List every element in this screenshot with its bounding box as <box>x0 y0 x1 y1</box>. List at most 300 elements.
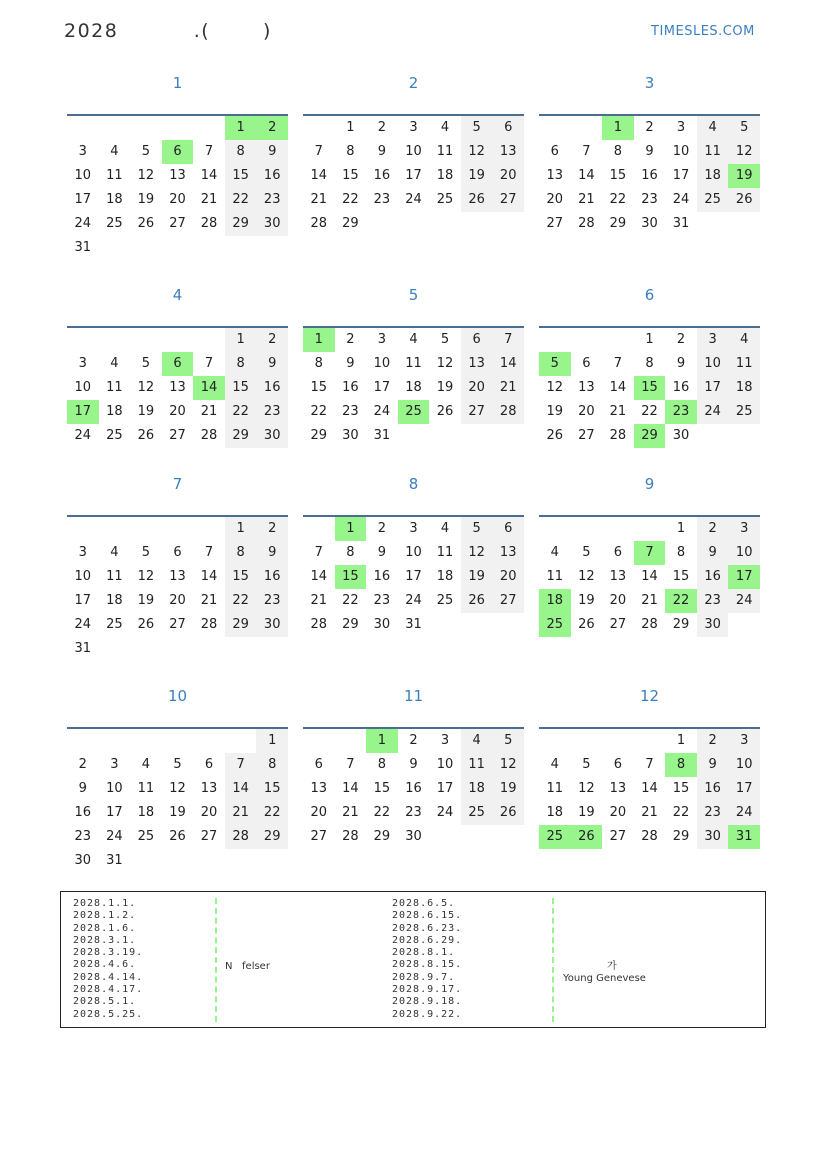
day-cell: 11 <box>436 144 454 159</box>
month-day-grid <box>67 116 288 260</box>
day-cell: 21 <box>641 593 658 608</box>
day-cell: 2 <box>676 332 686 347</box>
day-cell: 5 <box>141 144 151 159</box>
day-cell: 11 <box>546 569 564 584</box>
day-cell: 16 <box>405 781 422 796</box>
day-cell: 30 <box>697 825 729 849</box>
day-cell: 28 <box>492 400 524 424</box>
day-cell: 24 <box>728 801 760 825</box>
holiday-date: 2028.6.5. <box>392 898 456 909</box>
holiday-day-cell: 18 <box>539 589 571 613</box>
day-cell: 12 <box>169 781 186 796</box>
empty-cell <box>99 729 131 753</box>
day-cell: 18 <box>728 376 760 400</box>
day-cell: 24 <box>74 617 92 632</box>
month-title: 10 <box>167 687 188 705</box>
brand-link[interactable]: TIMESLES.COM <box>651 24 755 39</box>
day-cell: 15 <box>609 168 627 183</box>
month-weekday-header <box>67 501 288 517</box>
day-cell: 27 <box>546 216 564 231</box>
day-cell: 17 <box>405 168 422 183</box>
day-cell: 13 <box>310 781 328 796</box>
month-day-grid <box>303 729 524 849</box>
day-cell: 9 <box>256 352 288 376</box>
day-cell: 19 <box>546 404 564 419</box>
day-cell: 10 <box>74 168 92 183</box>
empty-cell <box>67 116 99 140</box>
day-cell: 15 <box>256 777 288 801</box>
day-cell: 3 <box>697 328 729 352</box>
day-cell: 26 <box>461 589 493 613</box>
month-weekday-header <box>539 501 760 517</box>
day-cell: 23 <box>74 829 92 844</box>
day-cell: 17 <box>728 777 760 801</box>
day-cell: 28 <box>310 216 328 231</box>
empty-cell <box>67 517 99 541</box>
day-cell: 4 <box>728 328 760 352</box>
day-cell: 14 <box>578 168 595 183</box>
day-cell: 2 <box>346 332 355 347</box>
day-cell: 14 <box>225 777 257 801</box>
holiday-day-cell: 14 <box>193 376 225 400</box>
day-cell: 19 <box>137 593 155 608</box>
day-cell: 15 <box>225 164 257 188</box>
day-cell: 26 <box>461 188 493 212</box>
day-cell: 7 <box>225 753 257 777</box>
day-cell: 8 <box>676 545 686 560</box>
holiday-date: 2028.1.6. <box>73 922 137 934</box>
empty-cell <box>539 116 571 140</box>
day-cell: 17 <box>405 569 422 584</box>
day-cell: 25 <box>106 617 123 632</box>
day-cell: 6 <box>173 545 182 560</box>
month-9 <box>539 467 760 637</box>
day-cell: 30 <box>373 617 391 632</box>
holiday-date: 2028.8.15. <box>392 959 463 971</box>
day-cell: 23 <box>697 589 729 613</box>
day-cell: 1 <box>225 517 257 541</box>
day-cell: 14 <box>641 781 658 796</box>
holiday-date: 2028.5.25. <box>73 1008 144 1020</box>
day-cell: 10 <box>728 541 760 565</box>
day-cell: 17 <box>106 805 123 820</box>
day-cell: 20 <box>492 565 524 589</box>
legend-divider-left <box>215 898 217 1022</box>
day-cell: 22 <box>641 404 658 419</box>
month-weekday-header <box>539 713 760 729</box>
month-weekday-header <box>303 100 524 116</box>
day-cell: 29 <box>373 829 391 844</box>
holiday-dates-left <box>73 898 143 1021</box>
empty-cell <box>571 729 603 753</box>
day-cell: 17 <box>672 168 690 183</box>
day-cell: 11 <box>106 380 123 395</box>
empty-cell <box>303 116 335 140</box>
day-cell: 22 <box>310 404 328 419</box>
month-day-grid <box>539 517 760 637</box>
empty-cell <box>162 729 194 753</box>
month-day-grid <box>539 729 760 849</box>
day-cell: 4 <box>550 545 559 560</box>
day-cell: 2 <box>256 517 288 541</box>
day-cell: 23 <box>373 593 391 608</box>
month-weekday-header <box>67 312 288 328</box>
day-cell: 12 <box>578 569 595 584</box>
day-cell: 4 <box>110 356 119 371</box>
day-cell: 24 <box>74 428 92 443</box>
day-cell: 29 <box>225 212 257 236</box>
day-cell: 17 <box>373 380 391 395</box>
day-cell: 16 <box>697 777 729 801</box>
day-cell: 12 <box>436 356 454 371</box>
day-cell: 28 <box>609 428 627 443</box>
month-title: 3 <box>644 74 655 92</box>
day-cell: 21 <box>641 805 658 820</box>
day-cell: 6 <box>613 757 623 772</box>
day-cell: 14 <box>641 569 658 584</box>
day-cell: 10 <box>728 753 760 777</box>
day-cell: 5 <box>141 356 151 371</box>
day-cell: 29 <box>342 216 359 231</box>
day-cell: 5 <box>461 517 493 541</box>
day-cell: 14 <box>310 569 328 584</box>
day-cell: 25 <box>106 216 123 231</box>
empty-cell <box>225 729 257 753</box>
day-cell: 3 <box>377 332 387 347</box>
day-cell: 7 <box>613 356 623 371</box>
day-cell: 7 <box>204 545 214 560</box>
day-cell: 27 <box>200 829 218 844</box>
day-cell: 2 <box>409 733 418 748</box>
day-cell: 24 <box>405 192 422 207</box>
empty-cell <box>193 517 225 541</box>
empty-cell <box>539 517 571 541</box>
day-cell: 9 <box>346 356 355 371</box>
day-cell: 24 <box>697 400 729 424</box>
day-cell: 10 <box>405 545 422 560</box>
day-cell: 28 <box>641 617 658 632</box>
day-cell: 9 <box>377 144 387 159</box>
holiday-day-cell: 31 <box>728 825 760 849</box>
holiday-day-cell: 25 <box>539 825 571 849</box>
day-cell: 2 <box>78 757 87 772</box>
day-cell: 25 <box>436 593 454 608</box>
month-day-grid <box>303 517 524 637</box>
day-cell: 29 <box>342 617 359 632</box>
month-6 <box>539 278 760 448</box>
day-cell: 27 <box>492 188 524 212</box>
day-cell: 19 <box>436 380 454 395</box>
day-cell: 9 <box>697 753 729 777</box>
day-cell: 27 <box>609 617 627 632</box>
day-cell: 4 <box>110 545 119 560</box>
empty-cell <box>193 729 225 753</box>
month-weekday-header <box>67 713 288 729</box>
day-cell: 2 <box>645 120 654 135</box>
holiday-day-cell: 15 <box>335 565 367 589</box>
day-cell: 29 <box>672 617 690 632</box>
day-cell: 15 <box>342 168 359 183</box>
day-cell: 6 <box>550 144 559 159</box>
day-cell: 13 <box>169 569 186 584</box>
month-title: 4 <box>172 286 183 304</box>
empty-cell <box>99 328 131 352</box>
day-cell: 8 <box>225 352 257 376</box>
day-cell: 5 <box>141 545 151 560</box>
day-cell: 16 <box>373 569 391 584</box>
day-cell: 20 <box>200 805 218 820</box>
day-cell: 31 <box>106 853 123 868</box>
day-cell: 3 <box>110 757 119 772</box>
empty-cell <box>67 729 99 753</box>
day-cell: 11 <box>106 168 123 183</box>
day-cell: 21 <box>310 593 328 608</box>
day-cell: 4 <box>461 729 493 753</box>
day-cell: 25 <box>728 400 760 424</box>
day-cell: 12 <box>137 569 155 584</box>
day-cell: 22 <box>672 805 690 820</box>
holiday-day-cell: 23 <box>665 400 697 424</box>
day-cell: 30 <box>641 216 658 231</box>
holiday-day-cell: 6 <box>162 352 194 376</box>
month-title: 5 <box>408 286 419 304</box>
holiday-day-cell: 1 <box>225 116 257 140</box>
day-cell: 14 <box>609 380 627 395</box>
holiday-date: 2028.8.1. <box>392 947 456 959</box>
day-cell: 13 <box>609 781 627 796</box>
day-cell: 8 <box>377 757 387 772</box>
holiday-date: 2028.1.1. <box>73 898 137 909</box>
day-cell: 24 <box>436 805 454 820</box>
day-cell: 24 <box>106 829 123 844</box>
day-cell: 27 <box>169 617 186 632</box>
day-cell: 1 <box>676 521 686 536</box>
day-cell: 20 <box>169 404 186 419</box>
day-cell: 21 <box>342 805 359 820</box>
day-cell: 10 <box>697 352 729 376</box>
day-cell: 4 <box>440 120 450 135</box>
day-cell: 22 <box>373 805 391 820</box>
day-cell: 20 <box>461 376 493 400</box>
day-cell: 28 <box>578 216 595 231</box>
day-cell: 24 <box>672 192 690 207</box>
month-5 <box>303 278 524 448</box>
day-cell: 26 <box>492 801 524 825</box>
day-cell: 3 <box>728 729 760 753</box>
day-cell: 17 <box>436 781 454 796</box>
day-cell: 4 <box>409 332 418 347</box>
day-cell: 23 <box>256 188 288 212</box>
day-cell: 5 <box>440 332 450 347</box>
month-1 <box>67 66 288 260</box>
holiday-day-cell: 17 <box>728 565 760 589</box>
day-cell: 6 <box>461 328 493 352</box>
day-cell: 24 <box>405 593 422 608</box>
day-cell: 5 <box>582 545 591 560</box>
day-cell: 20 <box>310 805 328 820</box>
day-cell: 21 <box>310 192 328 207</box>
day-cell: 26 <box>436 404 454 419</box>
holiday-day-cell: 19 <box>728 164 760 188</box>
day-cell: 23 <box>641 192 658 207</box>
day-cell: 7 <box>645 757 654 772</box>
day-cell: 21 <box>225 801 257 825</box>
day-cell: 12 <box>546 380 564 395</box>
day-cell: 27 <box>609 829 627 844</box>
day-cell: 8 <box>256 753 288 777</box>
month-4 <box>67 278 288 448</box>
empty-cell <box>99 517 131 541</box>
day-cell: 19 <box>137 192 155 207</box>
holiday-date: 2028.4.6. <box>73 959 137 971</box>
month-weekday-header <box>303 312 524 328</box>
day-cell: 30 <box>697 613 729 637</box>
day-cell: 23 <box>373 192 391 207</box>
holiday-day-cell: 6 <box>162 140 194 164</box>
holiday-day-cell: 15 <box>634 376 666 400</box>
empty-cell <box>602 729 634 753</box>
month-title: 1 <box>172 74 183 92</box>
day-cell: 18 <box>461 777 493 801</box>
day-cell: 21 <box>492 376 524 400</box>
day-cell: 18 <box>436 168 454 183</box>
day-cell: 10 <box>405 144 422 159</box>
holiday-date: 2028.4.17. <box>73 984 144 996</box>
day-cell: 1 <box>645 332 654 347</box>
day-cell: 8 <box>314 356 323 371</box>
day-cell: 18 <box>106 192 123 207</box>
day-cell: 7 <box>314 545 323 560</box>
day-cell: 14 <box>492 352 524 376</box>
day-cell: 16 <box>256 164 288 188</box>
day-cell: 21 <box>578 192 595 207</box>
day-cell: 11 <box>436 545 454 560</box>
day-cell: 27 <box>578 428 595 443</box>
day-cell: 29 <box>256 825 288 849</box>
holiday-date: 2028.9.17. <box>392 984 463 996</box>
day-cell: 15 <box>672 781 690 796</box>
empty-cell <box>130 517 162 541</box>
day-cell: 19 <box>492 777 524 801</box>
month-title: 9 <box>644 475 655 493</box>
day-cell: 6 <box>582 356 591 371</box>
month-day-grid <box>67 729 288 873</box>
day-cell: 28 <box>200 216 218 231</box>
day-cell: 17 <box>697 376 729 400</box>
day-cell: 6 <box>204 757 214 772</box>
empty-cell <box>634 517 666 541</box>
legend-divider-right <box>552 898 554 1022</box>
holiday-day-cell: 25 <box>539 613 571 637</box>
day-cell: 9 <box>256 541 288 565</box>
day-cell: 16 <box>672 380 690 395</box>
day-cell: 5 <box>492 729 524 753</box>
day-cell: 13 <box>200 781 218 796</box>
empty-cell <box>303 517 335 541</box>
day-cell: 1 <box>225 328 257 352</box>
holiday-day-cell: 22 <box>665 589 697 613</box>
day-cell: 13 <box>492 140 524 164</box>
empty-cell <box>130 328 162 352</box>
day-cell: 14 <box>200 168 218 183</box>
holiday-date: 2028.6.29. <box>392 934 463 946</box>
day-cell: 1 <box>676 733 686 748</box>
day-cell: 13 <box>169 168 186 183</box>
day-cell: 12 <box>461 140 493 164</box>
holiday-date: 2028.9.18. <box>392 996 463 1008</box>
day-cell: 8 <box>225 541 257 565</box>
empty-cell <box>602 328 634 352</box>
day-cell: 3 <box>676 120 686 135</box>
month-weekday-header <box>303 713 524 729</box>
day-cell: 18 <box>405 380 422 395</box>
month-weekday-header <box>303 501 524 517</box>
day-cell: 8 <box>613 144 623 159</box>
month-11 <box>303 679 524 849</box>
day-cell: 2 <box>697 517 729 541</box>
day-cell: 20 <box>609 593 627 608</box>
holiday-date: 2028.6.15. <box>392 910 463 922</box>
day-cell: 22 <box>225 589 257 613</box>
day-cell: 11 <box>137 781 155 796</box>
day-cell: 5 <box>728 116 760 140</box>
holiday-day-cell: 1 <box>335 517 367 541</box>
day-cell: 9 <box>256 140 288 164</box>
empty-cell <box>634 729 666 753</box>
day-cell: 30 <box>342 428 359 443</box>
day-cell: 1 <box>256 729 288 753</box>
holiday-date: 2028.9.7. <box>392 971 456 983</box>
holiday-date: 2028.5.1. <box>73 996 137 1008</box>
day-cell: 9 <box>409 757 418 772</box>
day-cell: 9 <box>697 541 729 565</box>
day-cell: 24 <box>74 216 92 231</box>
day-cell: 16 <box>256 376 288 400</box>
holiday-day-cell: 2 <box>256 116 288 140</box>
day-cell: 13 <box>169 380 186 395</box>
day-cell: 11 <box>461 753 493 777</box>
day-cell: 18 <box>106 404 123 419</box>
day-cell: 16 <box>373 168 391 183</box>
day-cell: 8 <box>346 144 355 159</box>
day-cell: 27 <box>310 829 328 844</box>
day-cell: 9 <box>377 545 387 560</box>
day-cell: 4 <box>440 521 450 536</box>
day-cell: 21 <box>200 593 218 608</box>
month-day-grid <box>67 517 288 661</box>
empty-cell <box>162 328 194 352</box>
day-cell: 18 <box>697 164 729 188</box>
month-8 <box>303 467 524 637</box>
day-cell: 3 <box>728 517 760 541</box>
holiday-date: 2028.6.23. <box>392 922 463 934</box>
day-cell: 22 <box>342 593 359 608</box>
day-cell: 26 <box>137 617 155 632</box>
day-cell: 7 <box>314 144 323 159</box>
day-cell: 4 <box>550 757 559 772</box>
day-cell: 2 <box>377 521 387 536</box>
month-title: 11 <box>403 687 424 705</box>
day-cell: 29 <box>225 424 257 448</box>
day-cell: 5 <box>173 757 182 772</box>
holiday-day-cell: 7 <box>634 541 666 565</box>
month-title: 12 <box>639 687 660 705</box>
month-10 <box>67 679 288 873</box>
day-cell: 19 <box>137 404 155 419</box>
empty-cell <box>130 729 162 753</box>
day-cell: 8 <box>645 356 654 371</box>
day-cell: 7 <box>204 144 214 159</box>
